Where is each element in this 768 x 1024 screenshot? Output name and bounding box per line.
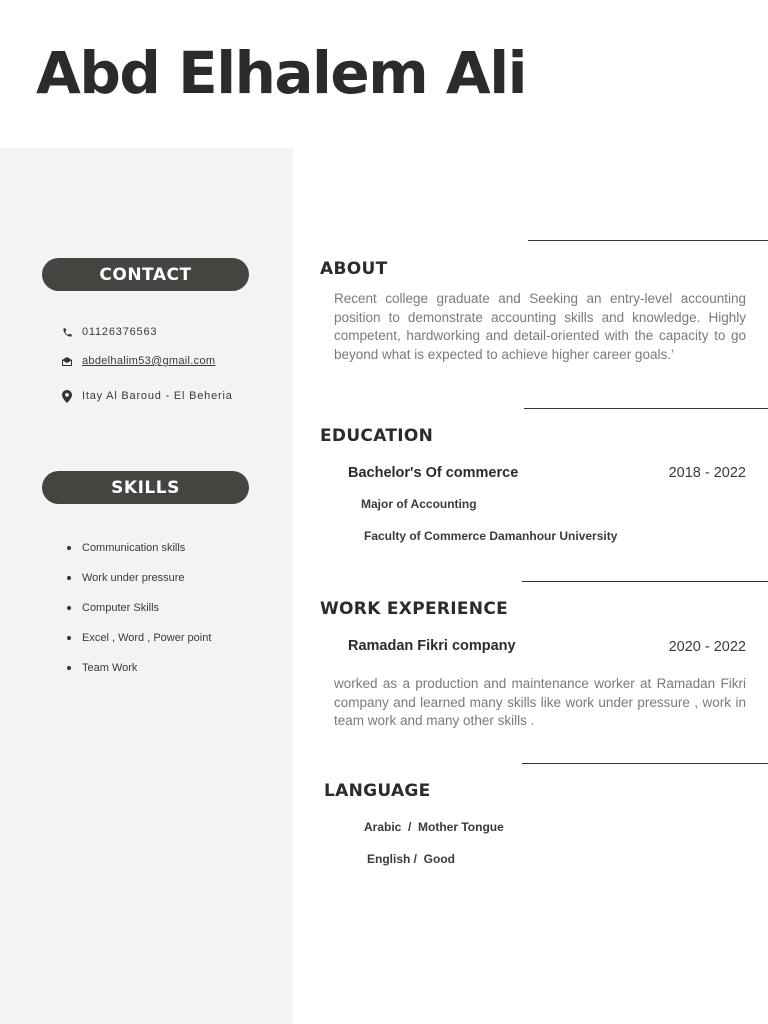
- section-divider: [522, 763, 768, 764]
- list-item: Work under pressure: [82, 570, 211, 600]
- list-item: Computer Skills: [82, 600, 211, 630]
- language-heading: LANGUAGE: [324, 781, 431, 801]
- list-item: Team Work: [82, 660, 211, 690]
- education-heading: EDUCATION: [320, 426, 434, 446]
- location-pin-icon: [60, 389, 74, 403]
- about-text: Recent college graduate and Seeking an entry-level accounting position to demonstrate accounting skills and knowledge. Highly competent, hardworking and detail-oriented with the capacity to go beyond what is expected to achieve higher career goals.’: [334, 291, 746, 362]
- location-text: Itay Al Baroud - El Beheria: [82, 390, 233, 402]
- school-text: Faculty of Commerce Damanhour University: [364, 529, 618, 543]
- resume-name: Abd Elhalem Ali: [36, 39, 527, 107]
- work-text: worked as a production and maintenance worker at Ramadan Fikri company and learned many skills like work under pressure , work in team work and many other skills .: [334, 676, 746, 728]
- language-item-arabic: Arabic / Mother Tongue: [364, 820, 504, 834]
- skills-heading: SKILLS: [42, 471, 249, 504]
- contact-phone: [60, 325, 157, 339]
- phone-text: 01126376563: [82, 326, 158, 338]
- degree-title: Bachelor's Of commerce: [348, 465, 519, 481]
- contact-heading: CONTACT: [42, 258, 249, 291]
- phone-icon: [60, 325, 74, 339]
- section-divider: [522, 581, 768, 582]
- envelope-icon: [60, 354, 74, 368]
- email-link[interactable]: abdelhalim53@gmail.com: [82, 355, 216, 367]
- company-title: Ramadan Fikri company: [348, 638, 516, 654]
- contact-email[interactable]: [60, 354, 215, 368]
- section-divider: [528, 240, 768, 241]
- education-years: 2018 - 2022: [668, 465, 746, 481]
- list-item: Communication skills: [82, 540, 211, 570]
- contact-location: [60, 389, 233, 403]
- skills-list: [82, 540, 211, 690]
- language-item-english: English / Good: [367, 852, 455, 866]
- work-years: 2020 - 2022: [668, 639, 746, 655]
- section-divider: [524, 408, 768, 409]
- list-item: Excel , Word , Power point: [82, 630, 211, 660]
- about-heading: ABOUT: [320, 259, 388, 279]
- work-heading: WORK EXPERIENCE: [320, 599, 509, 619]
- major-text: Major of Accounting: [361, 497, 477, 511]
